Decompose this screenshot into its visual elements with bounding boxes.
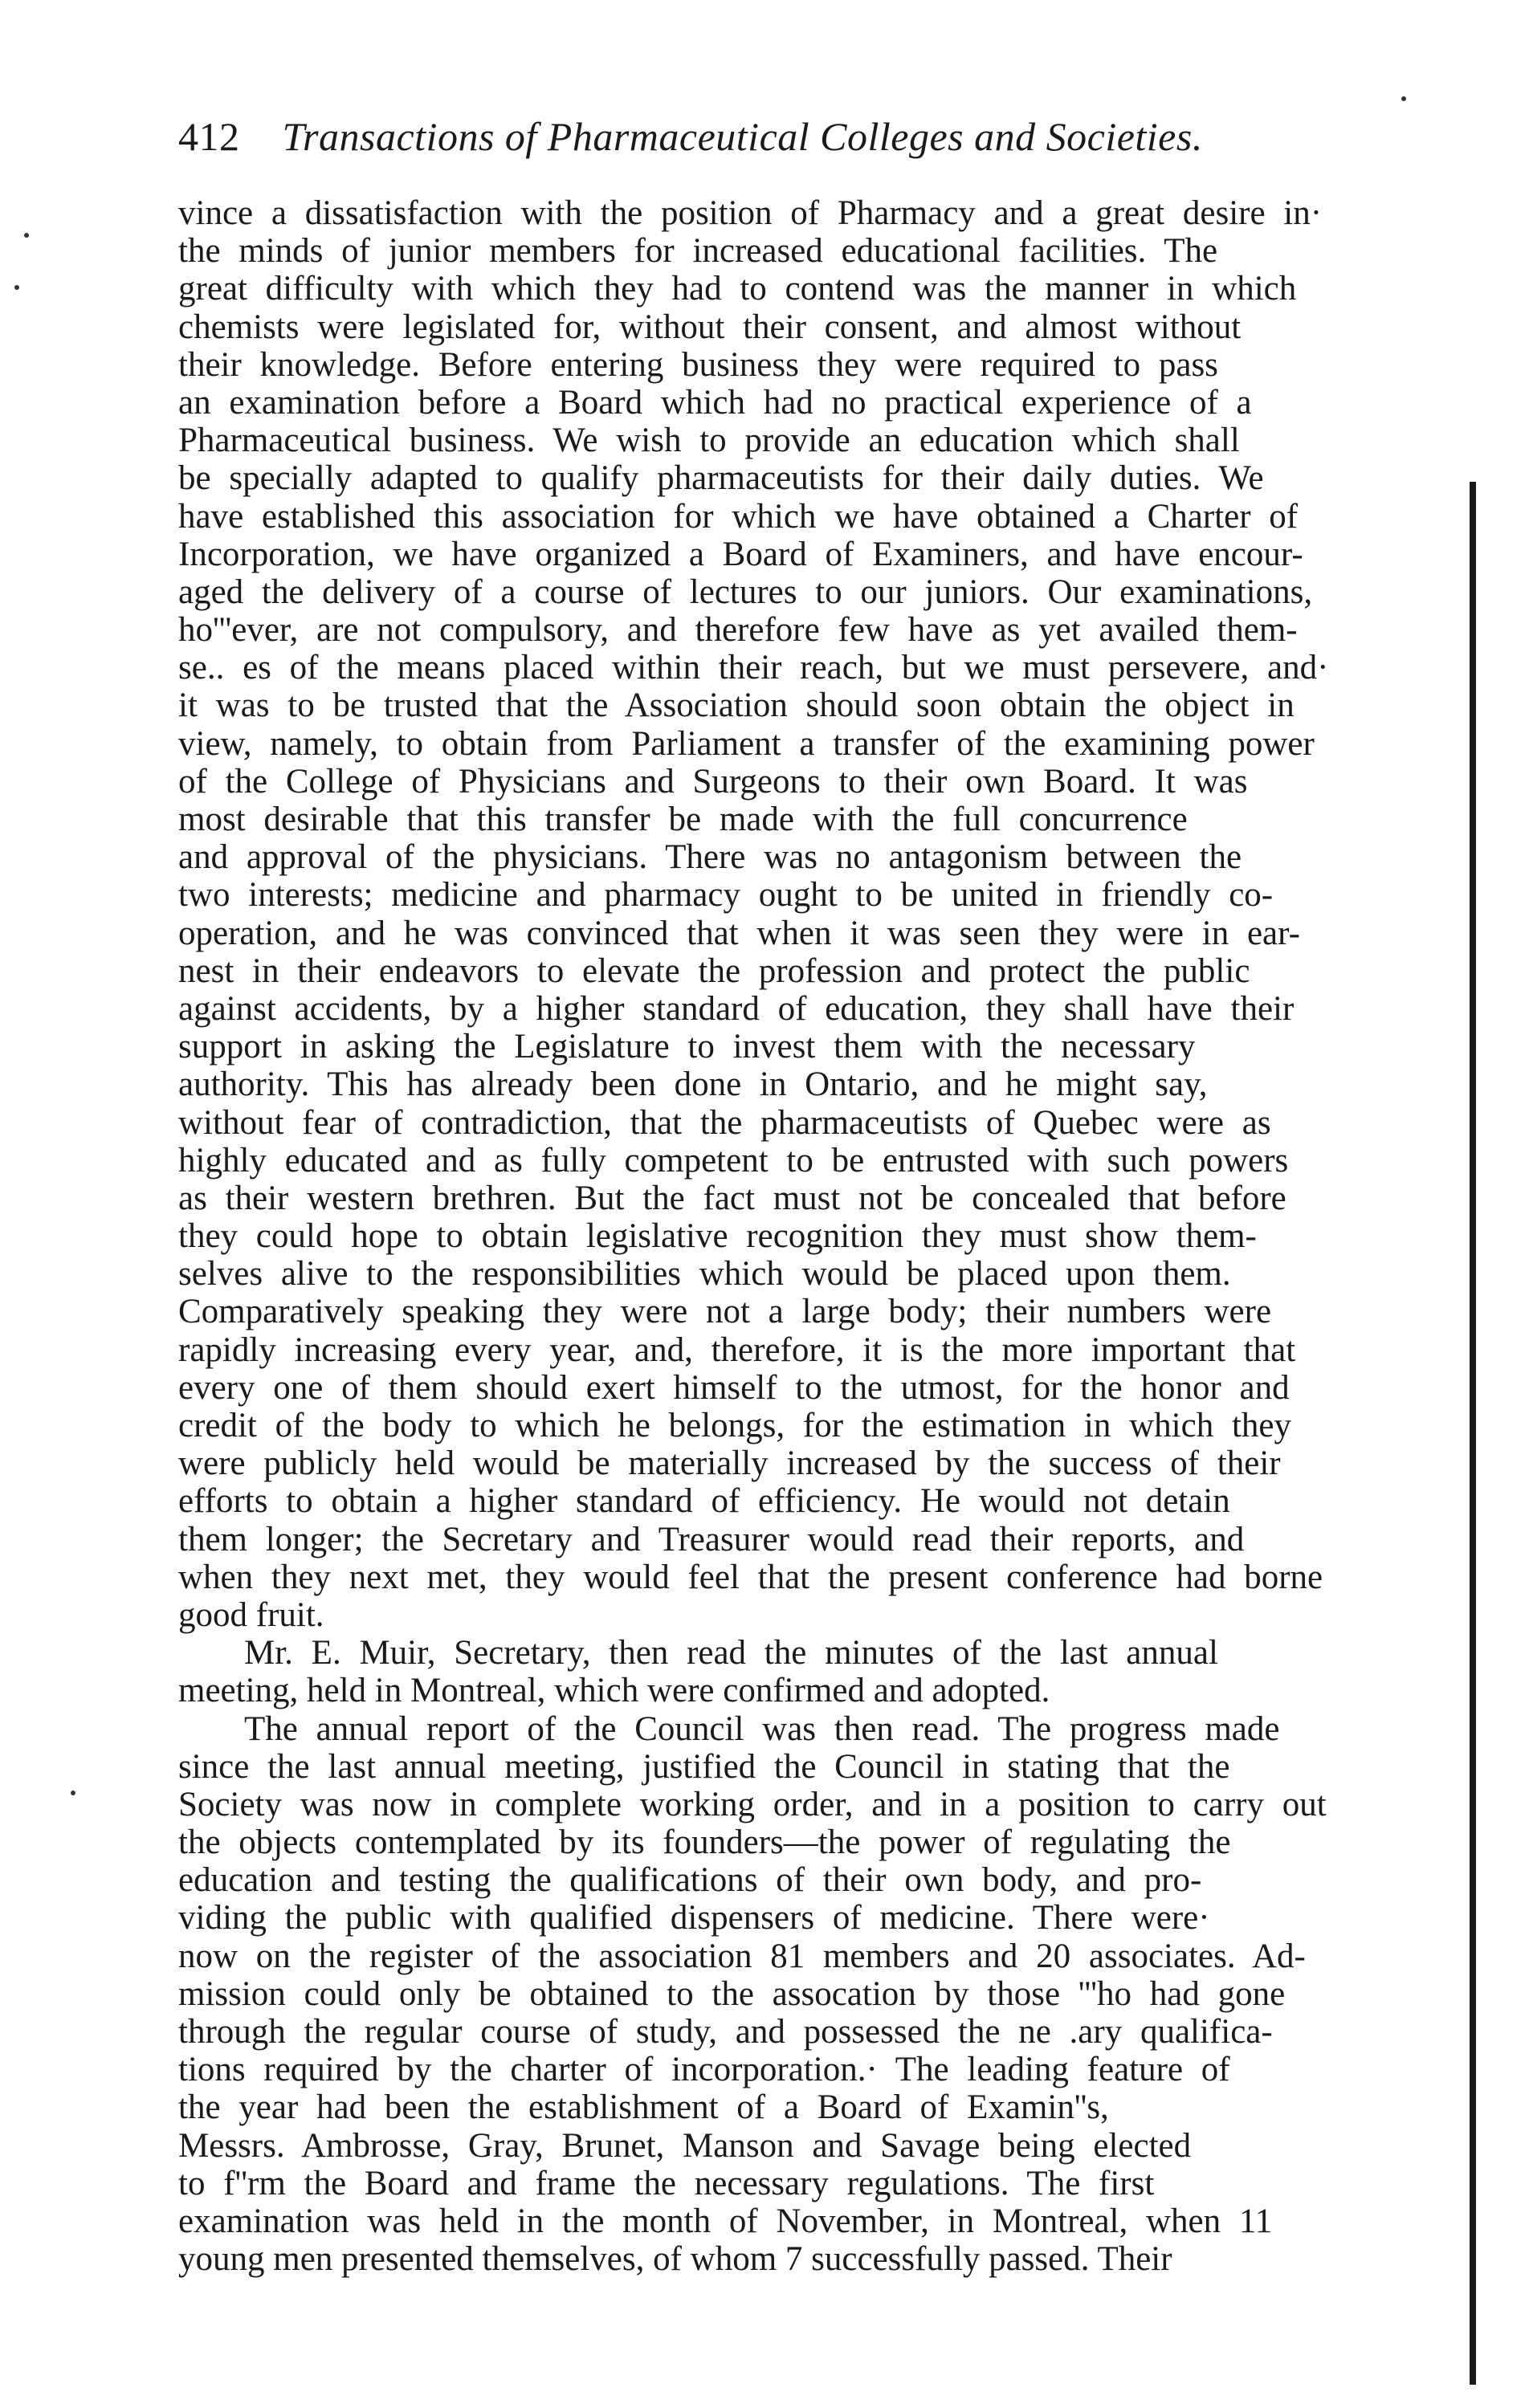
text-line: an examination before a Board which had no practical experience of a <box>178 383 1252 422</box>
text-line: tions required by the charter of incorporation.· The leading feature of <box>178 2051 1230 2089</box>
paragraph-first-line: Mr. E. Muir, Secretary, then read the minutes of the last annual <box>244 1634 1218 1673</box>
text-line: support in asking the Legislature to invest them with the necessary <box>178 1028 1196 1066</box>
text-line: without fear of contradiction, that the pharmaceutists of Quebec were as <box>178 1103 1271 1142</box>
text-line: efforts to obtain a higher standard of efficiency. He would not detain <box>178 1482 1230 1521</box>
text-line: to f''rm the Board and frame the necessary regulations. The first <box>178 2164 1155 2202</box>
text-line: the minds of junior members for increased educational facilities. The <box>178 232 1218 271</box>
text-line: meeting, held in Montreal, which were confirmed and adopted. <box>178 1672 1050 1710</box>
text-line: operation, and he was convinced that when it was seen they were in ear- <box>178 914 1300 952</box>
text-line: most desirable that this transfer be made with the full concurrence <box>178 801 1188 838</box>
text-line: viding the public with qualified dispensers of medicine. There were· <box>178 1899 1210 1937</box>
text-line: since the last annual meeting, justified the Council in stating that the <box>178 1747 1230 1786</box>
text-line: when they next met, they would feel that the present conference had borne <box>178 1558 1323 1596</box>
text-line: vince a dissatisfaction with the position of Pharmacy and a great desire in· <box>178 194 1323 232</box>
text-line: every one of them should exert himself to the utmost, for the honor and <box>178 1368 1290 1407</box>
text-line: have established this association for which we have obtained a Charter of <box>178 497 1299 536</box>
text-line: against accidents, by a higher standard of education, they shall have their <box>178 989 1295 1028</box>
body-text <box>178 194 1463 2278</box>
text-line: and approval of the physicians. There was no antagonism between the <box>178 838 1242 877</box>
text-line: se.. es of the means placed within their reach, but we must persevere, and· <box>178 649 1329 687</box>
text-line: highly educated and as fully competent to be entrusted with such powers <box>178 1141 1289 1180</box>
text-line: of the College of Physicians and Surgeons to their own Board. It was <box>178 762 1248 801</box>
text-line: credit of the body to which he belongs, for the estimation in which they <box>178 1407 1291 1444</box>
text-line: two interests; medicine and pharmacy ought to be united in friendly co- <box>178 876 1274 915</box>
text-line: through the regular course of study, and possessed the ne .ary qualifica- <box>178 2013 1273 2051</box>
text-line: chemists were legislated for, without their consent, and almost without <box>178 308 1242 346</box>
text-line: the objects contemplated by its founders—the power of regulating the <box>178 1823 1231 1862</box>
running-title: Transactions of Pharmaceutical Colleges and Societies. <box>282 114 1203 159</box>
text-line: examination was held in the month of November, in Montreal, when 11 <box>178 2202 1273 2240</box>
text-line: great difficulty with which they had to contend was the manner in which <box>178 270 1297 308</box>
text-line: Comparatively speaking they were not a large body; their numbers were <box>178 1293 1272 1331</box>
text-line: as their western brethren. But the fact must not be concealed that before <box>178 1179 1286 1217</box>
paragraph-first-line: The annual report of the Council was then read. The progress made <box>244 1709 1280 1748</box>
scan-speck <box>71 1791 75 1795</box>
text-line: view, namely, to obtain from Parliament a transfer of the examining power <box>178 724 1315 763</box>
text-line: Messrs. Ambrosse, Gray, Brunet, Manson and Savage being elected <box>178 2126 1192 2165</box>
text-line: rapidly increasing every year, and, therefore, it is the more important that <box>178 1330 1296 1369</box>
text-line: they could hope to obtain legislative recognition they must show them- <box>178 1217 1257 1256</box>
text-line: selves alive to the responsibilities which would be placed upon them. <box>178 1255 1231 1294</box>
text-line: Incorporation, we have organized a Board of Examiners, and have encour- <box>178 535 1303 573</box>
text-line: ho'''ever, are not compulsory, and therefore few have as yet availed them- <box>178 611 1298 650</box>
text-line: authority. This has already been done in Ontario, and he might say, <box>178 1065 1208 1104</box>
text-line: them longer; the Secretary and Treasurer would read their reports, and <box>178 1520 1245 1558</box>
text-line: aged the delivery of a course of lectures to our juniors. Our examinations, <box>178 572 1313 611</box>
page-number: 412 <box>178 114 240 159</box>
text-line: now on the register of the association 81 members and 20 associates. Ad- <box>178 1937 1306 1975</box>
text-line: education and testing the qualifications of their own body, and pro- <box>178 1861 1202 1900</box>
text-line: it was to be trusted that the Association should soon obtain the object in <box>178 687 1295 725</box>
text-line: young men presented themselves, of whom 7 successfully passed. Their <box>178 2240 1172 2279</box>
text-line: be specially adapted to qualify pharmaceutists for their daily duties. We <box>178 459 1264 498</box>
scan-speck <box>1401 96 1406 101</box>
scan-speck <box>24 233 29 238</box>
text-line: nest in their endeavors to elevate the profession and protect the public <box>178 951 1250 990</box>
text-line: mission could only be obtained to the assocation by those '''ho had gone <box>178 1974 1286 2013</box>
text-line: their knowledge. Before entering business they were required to pass <box>178 345 1218 384</box>
text-line: good fruit. <box>178 1595 324 1634</box>
text-line: Pharmaceutical business. We wish to provide an education which shall <box>178 422 1240 460</box>
running-head <box>178 112 1367 161</box>
text-line: were publicly held would be materially increased by the success of their <box>178 1444 1281 1483</box>
text-line: Society was now in complete working order, and in a position to carry out <box>178 1785 1327 1823</box>
text-line: the year had been the establishment of a Board of Examin''s, <box>178 2088 1109 2127</box>
scan-speck <box>14 285 19 290</box>
binding-edge-shadow <box>1470 482 1476 2385</box>
